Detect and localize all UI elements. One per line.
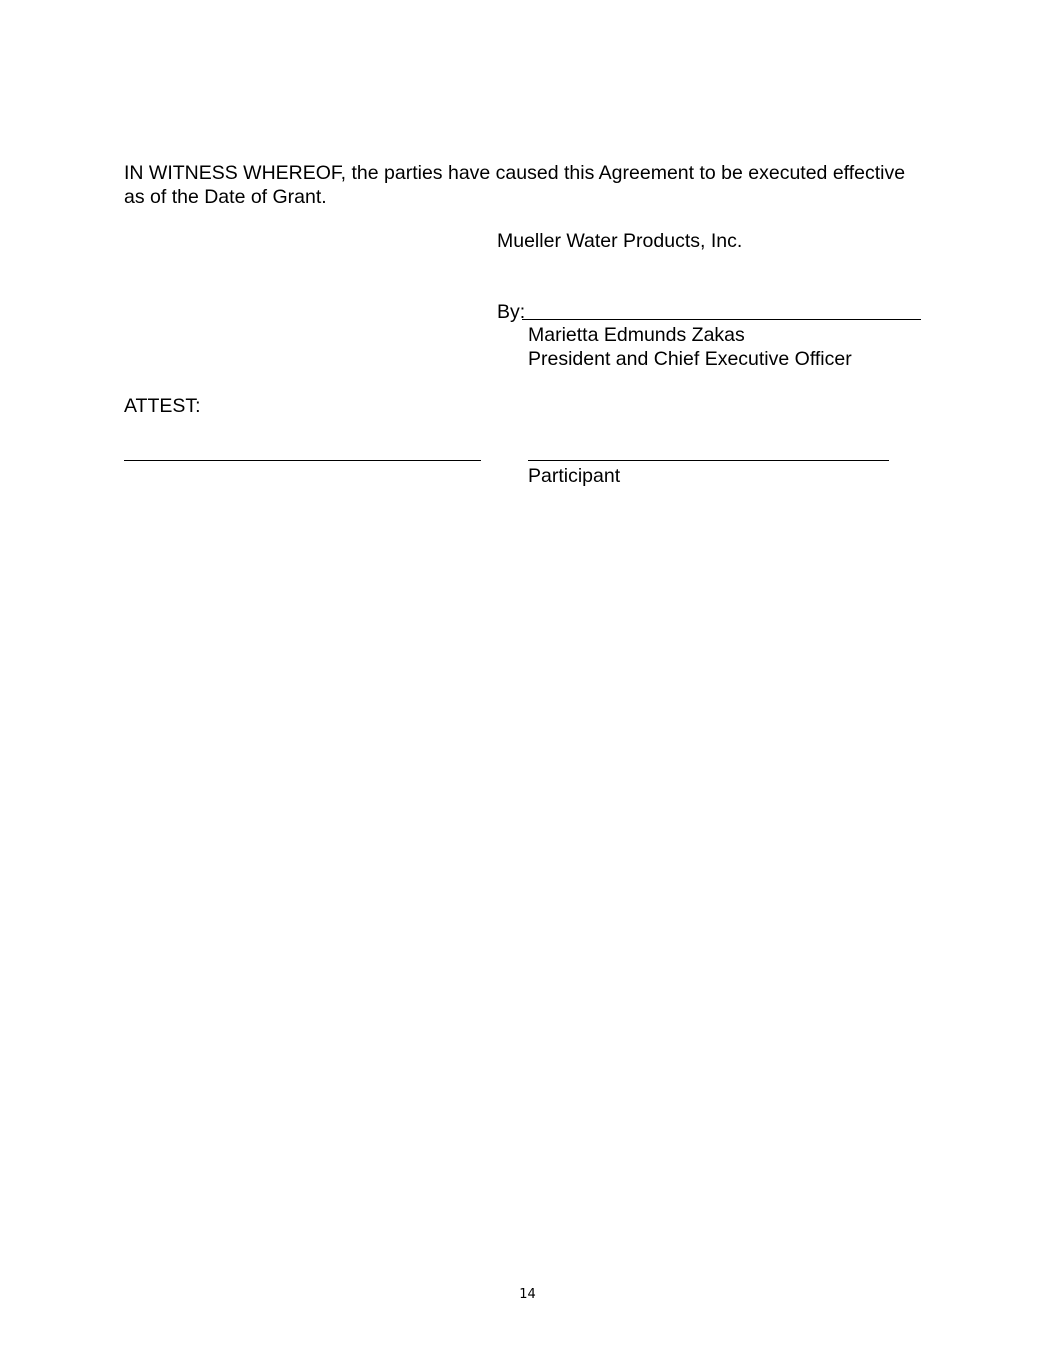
company-signature-line bbox=[522, 319, 921, 320]
signer-title: President and Chief Executive Officer bbox=[528, 348, 852, 370]
participant-signature-line bbox=[528, 460, 889, 461]
attest-signature-line bbox=[124, 460, 481, 461]
witness-clause: IN WITNESS WHEREOF, the parties have caused this Agreement to be executed effective as of the Date of Grant. bbox=[124, 162, 906, 208]
signer-name: Marietta Edmunds Zakas bbox=[528, 324, 745, 346]
by-label: By: bbox=[497, 301, 526, 323]
page-number: 14 bbox=[519, 1287, 536, 1302]
company-name: Mueller Water Products, Inc. bbox=[497, 230, 743, 252]
attest-label: ATTEST: bbox=[124, 395, 201, 417]
participant-label: Participant bbox=[528, 465, 621, 487]
